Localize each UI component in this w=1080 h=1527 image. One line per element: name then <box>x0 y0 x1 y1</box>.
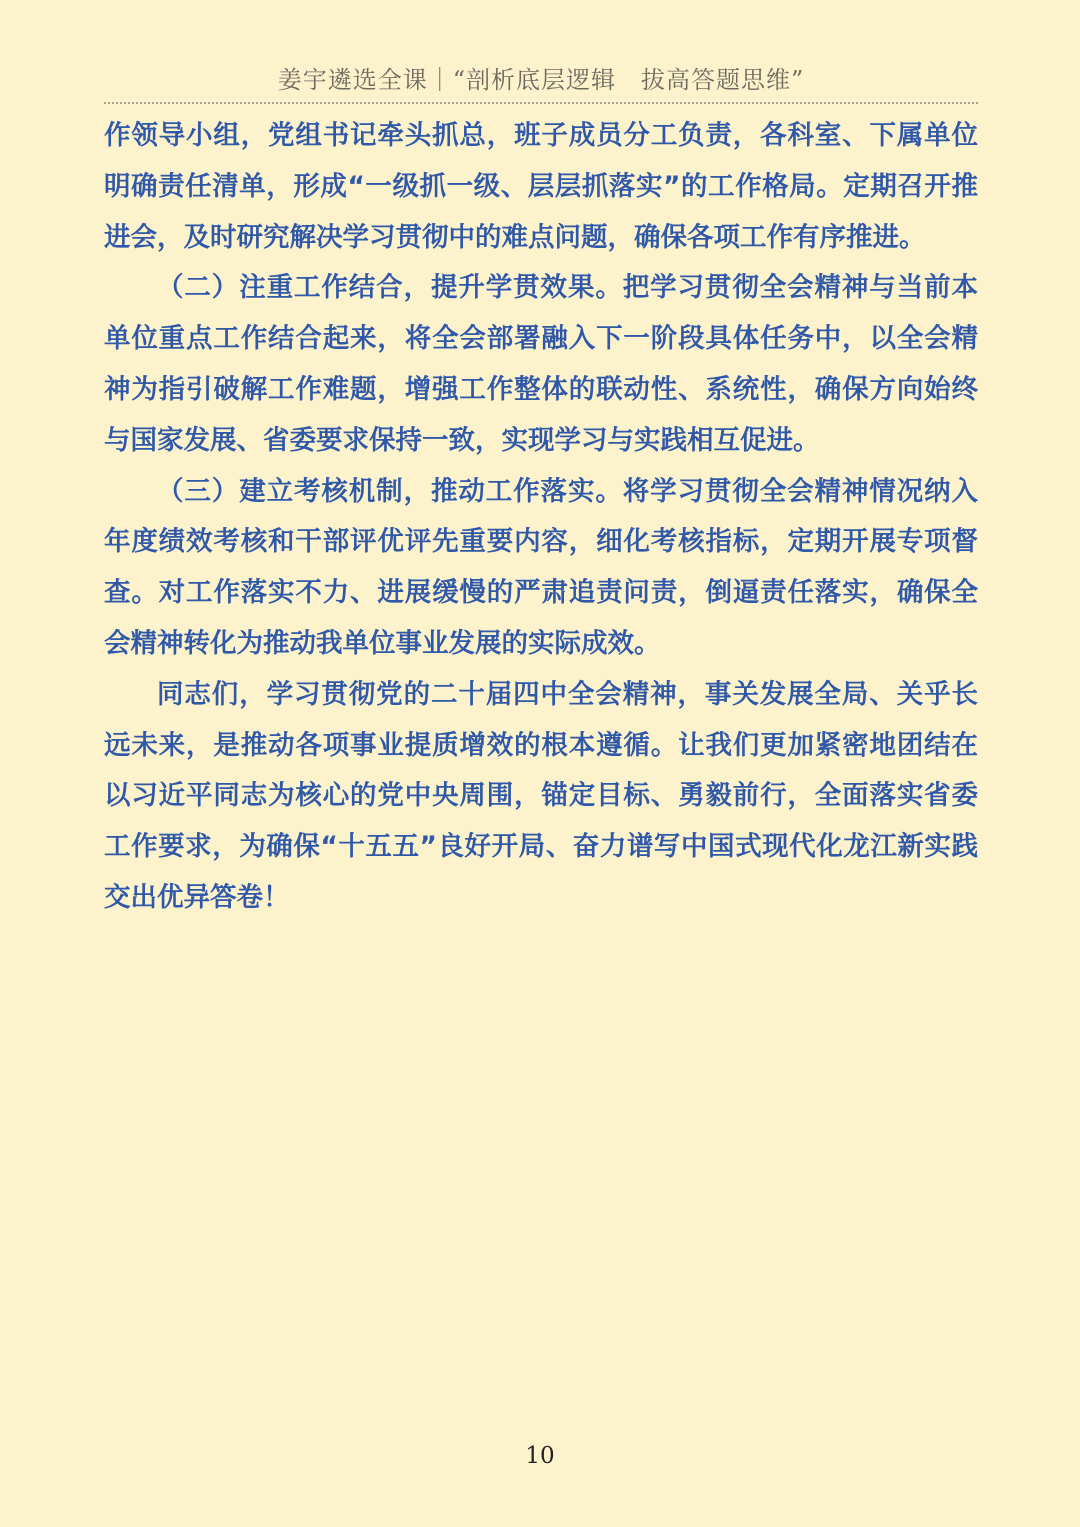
document-body <box>104 111 978 924</box>
header-divider <box>104 102 978 104</box>
paragraph-closing: 同志们，学习贯彻党的二十届四中全会精神，事关发展全局、关乎长远未来，是推动各项事业提质增效的根本遵循。让我们更加紧密地团结在以习近平同志为核心的党中央周围，锚定目标、勇毅前行，全面落实省委工作要求，为确保“十五五”良好开局、奋力谱写中国式现代化龙江新实践交出优异答卷！ <box>104 678 978 913</box>
paragraph-section-three: （三）建立考核机制，推动工作落实。将学习贯彻全会精神情况纳入年度绩效考核和干部评优评先重要内容，细化考核指标，定期开展专项督查。对工作落实不力、进展缓慢的严肃追责问责，倒逼责任落实，确保全会精神转化为推动我单位事业发展的实际成效。 <box>104 475 978 659</box>
page-number: 10 <box>525 1443 555 1469</box>
page-header: 姜宇遴选全课｜“剖析底层逻辑 拔高答题思维” <box>277 66 805 94</box>
paragraph-section-two: （二）注重工作结合，提升学贯效果。把学习贯彻全会精神与当前本单位重点工作结合起来，将全会部署融入下一阶段具体任务中，以全会精神为指引破解工作难题，增强工作整体的联动性、系统性，确保方向始终与国家发展、省委要求保持一致，实现学习与实践相互促进。 <box>104 272 978 456</box>
paragraph-continued: 作领导小组，党组书记牵头抓总，班子成员分工负责，各科室、下属单位明确责任清单，形成“一级抓一级、层层抓落实”的工作格局。定期召开推进会，及时研究解决学习贯彻中的难点问题，确保各项工作有序推进。 <box>104 120 978 253</box>
